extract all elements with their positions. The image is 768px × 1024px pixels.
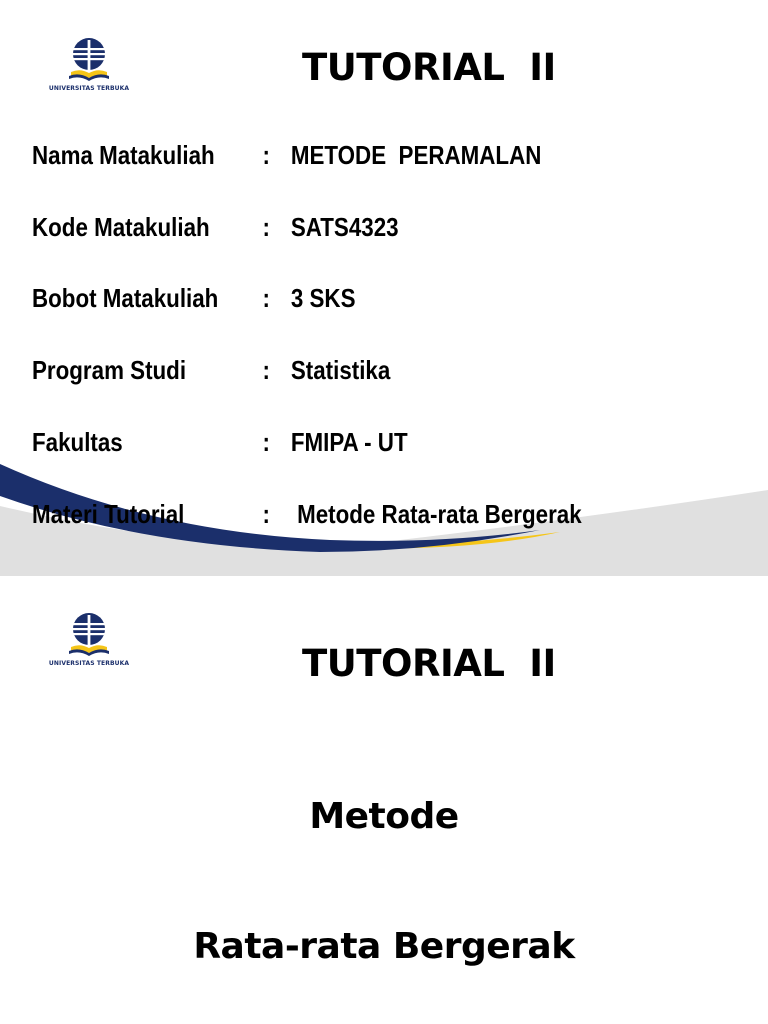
info-label: Fakultas: [32, 427, 123, 457]
logo-text: UNIVERSITAS TERBUKA: [48, 85, 130, 92]
info-value: METODE PERAMALAN: [290, 140, 542, 170]
info-value: 3 SKS: [290, 283, 356, 313]
info-colon: :: [262, 355, 270, 385]
info-colon: :: [262, 212, 270, 242]
info-value: FMIPA - UT: [290, 427, 408, 457]
info-colon: :: [262, 283, 270, 313]
info-colon: :: [262, 140, 270, 170]
info-colon: :: [262, 499, 270, 529]
logo-emblem-icon: [44, 36, 134, 86]
slide-1-title: TUTORIAL II: [302, 46, 556, 89]
info-label: Nama Matakuliah: [32, 140, 215, 170]
info-value: SATS4323: [290, 212, 399, 242]
info-value: Statistika: [290, 355, 391, 385]
info-label: Bobot Matakuliah: [32, 283, 219, 313]
info-label: Kode Matakuliah: [32, 212, 210, 242]
logo-text: UNIVERSITAS TERBUKA: [48, 660, 130, 667]
slide-2: [0, 576, 768, 1024]
info-label: Program Studi: [32, 355, 187, 385]
info-value: Metode Rata-rata Bergerak: [290, 499, 582, 529]
info-label: Materi Tutorial: [32, 499, 185, 529]
slide-2-title: TUTORIAL II: [302, 642, 556, 685]
university-logo: [44, 36, 134, 96]
logo-emblem-icon: [44, 611, 134, 661]
university-logo: [44, 611, 134, 671]
topic-line-1: Metode: [309, 796, 459, 837]
info-colon: :: [262, 427, 270, 457]
topic-line-2: Rata-rata Bergerak: [193, 926, 575, 967]
